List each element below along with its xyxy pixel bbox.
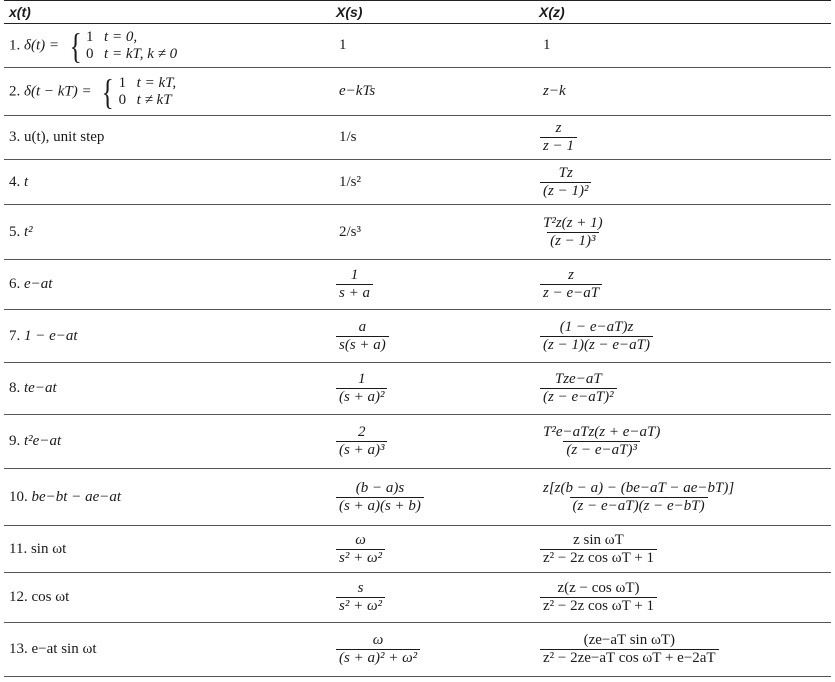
table-row	[4, 310, 831, 363]
table-row	[4, 363, 831, 415]
cell-xt	[4, 68, 331, 116]
case-value: 0	[118, 91, 127, 108]
xz-fraction: $\frac{z}{z - 1}$	[540, 120, 577, 155]
row-number: 3.	[9, 129, 21, 145]
header-xs: X(s)	[331, 1, 532, 24]
xz-fraction: $\frac{\text{T²z(z + 1)}}{\text{(z − 1)³}}$	[543, 214, 603, 249]
case-cond: t = 0,	[104, 28, 138, 45]
xs-expr: 1	[339, 37, 347, 53]
xz-expr: z−k	[543, 83, 566, 99]
xt-expr: δ(t) =	[24, 36, 60, 53]
header-xt: x(t)	[4, 1, 331, 24]
row-number: 8.	[9, 380, 21, 396]
xs-expr: 1/s²	[339, 173, 362, 190]
xz-fraction: $\frac{\text{z sin ωT}}{\text{z² − 2z cos ωT + 1}}$	[540, 532, 657, 567]
xs-expr: 1/s	[339, 129, 357, 145]
table-row	[4, 68, 831, 116]
xz-fraction: $\frac{\text{(ze−aT sin ωT)}}{\text{z² − 2ze−aT cos ωT + e−2aT}}$	[540, 632, 719, 667]
table-row	[4, 469, 831, 526]
z-transform-table	[4, 0, 831, 677]
xz-fraction: $\frac{Tz}{\text{(z − 1)²}}$	[540, 165, 591, 200]
xt-expr: t²e−at	[24, 433, 62, 449]
brace-icon: {	[101, 71, 115, 112]
table-row	[4, 526, 831, 573]
piecewise	[95, 71, 177, 112]
xs-fraction: $\frac{a}{s(s + a)}$	[336, 319, 389, 354]
xs-expr: e−kTs	[339, 83, 376, 99]
table-row	[4, 24, 831, 68]
xt-expr: be−bt − ae−at	[31, 488, 122, 505]
xs-fraction: $\frac{1}{s + a}$	[336, 267, 373, 302]
table-row	[4, 260, 831, 310]
xt-expr: u(t), unit step	[24, 129, 105, 145]
row-number: 6.	[9, 276, 21, 292]
xz-fraction: $\frac{\text{z(z − cos ωT)}}{\text{z² − 2z cos ωT + 1}}$	[540, 580, 657, 615]
table-row	[4, 573, 831, 623]
row-number: 9.	[9, 433, 21, 449]
xz-fraction: $\frac{(1 - e-aT)z}{(z - 1)(z - e-aT)}$	[540, 319, 653, 354]
case-cond: t ≠ kT	[136, 91, 172, 108]
xs-fraction: $\frac{s}{\text{s² + ω²}}$	[336, 580, 385, 615]
row-number: 13.	[9, 641, 28, 657]
row-number: 7.	[9, 327, 21, 344]
table-row	[4, 205, 831, 260]
row-number: 4.	[9, 173, 21, 190]
row-number: 5.	[9, 223, 21, 240]
case-cond: t = kT,	[136, 74, 177, 91]
case-value: 1	[86, 28, 94, 45]
table-row	[4, 623, 831, 677]
xs-fraction: $\frac{\omega}{\text{(s + a)² + ω²}}$	[336, 632, 420, 667]
table-row	[4, 160, 831, 205]
xz-expr: 1	[543, 37, 551, 53]
row-number: 11.	[9, 540, 28, 557]
row-number: 1.	[9, 36, 21, 53]
piecewise	[63, 25, 178, 66]
xz-fraction: $\frac{\text{Tze−aT}}{\text{(z − e−aT)²}}$	[540, 371, 617, 406]
xs-fraction: $\frac{2}{\text{(s + a)³}}$	[336, 424, 387, 459]
xt-expr: e−at sin ωt	[31, 641, 97, 657]
table-row	[4, 415, 831, 469]
header-row	[4, 1, 831, 24]
case-value: 0	[86, 45, 94, 62]
row-number: 12.	[9, 589, 28, 605]
xz-fraction: $\frac{z[z(b - a) - (be-aT - ae-bT)]}{(z - e-aT)(z - e-bT)}$	[543, 479, 735, 514]
case-cond: t = kT, k ≠ 0	[104, 45, 178, 62]
xs-expr: 2/s³	[339, 223, 362, 240]
xt-expr: t	[24, 173, 29, 190]
brace-icon: {	[69, 25, 82, 66]
xt-expr: δ(t − kT) =	[24, 82, 92, 99]
xt-expr: sin ωt	[30, 540, 67, 557]
xt-expr: cos ωt	[31, 589, 70, 605]
table-row	[4, 116, 831, 160]
row-number: 10.	[9, 488, 28, 505]
xt-expr: e−at	[24, 276, 53, 292]
xt-expr: te−at	[24, 380, 57, 396]
xz-fraction: $\frac{z}{z - e-aT}$	[540, 267, 602, 302]
xt-expr: 1 − e−at	[24, 327, 78, 344]
row-number: 2.	[9, 82, 21, 99]
xt-expr: t²	[24, 223, 33, 240]
xz-fraction: $\frac{\text{T²e−aTz(z + e−aT)}}{\text{(z − e−aT)³}}$	[543, 424, 661, 458]
header-xz: X(z)	[532, 1, 831, 24]
xs-fraction: $\frac{1}{\text{(s + a)²}}$	[336, 371, 387, 406]
cell-xt	[4, 24, 331, 68]
case-value: 1	[118, 74, 127, 91]
xs-fraction: $\frac{(b - a)s}{(s + a)(s + b)}$	[336, 480, 424, 515]
xs-fraction: $\frac{\omega}{\text{s² + ω²}}$	[336, 532, 385, 567]
